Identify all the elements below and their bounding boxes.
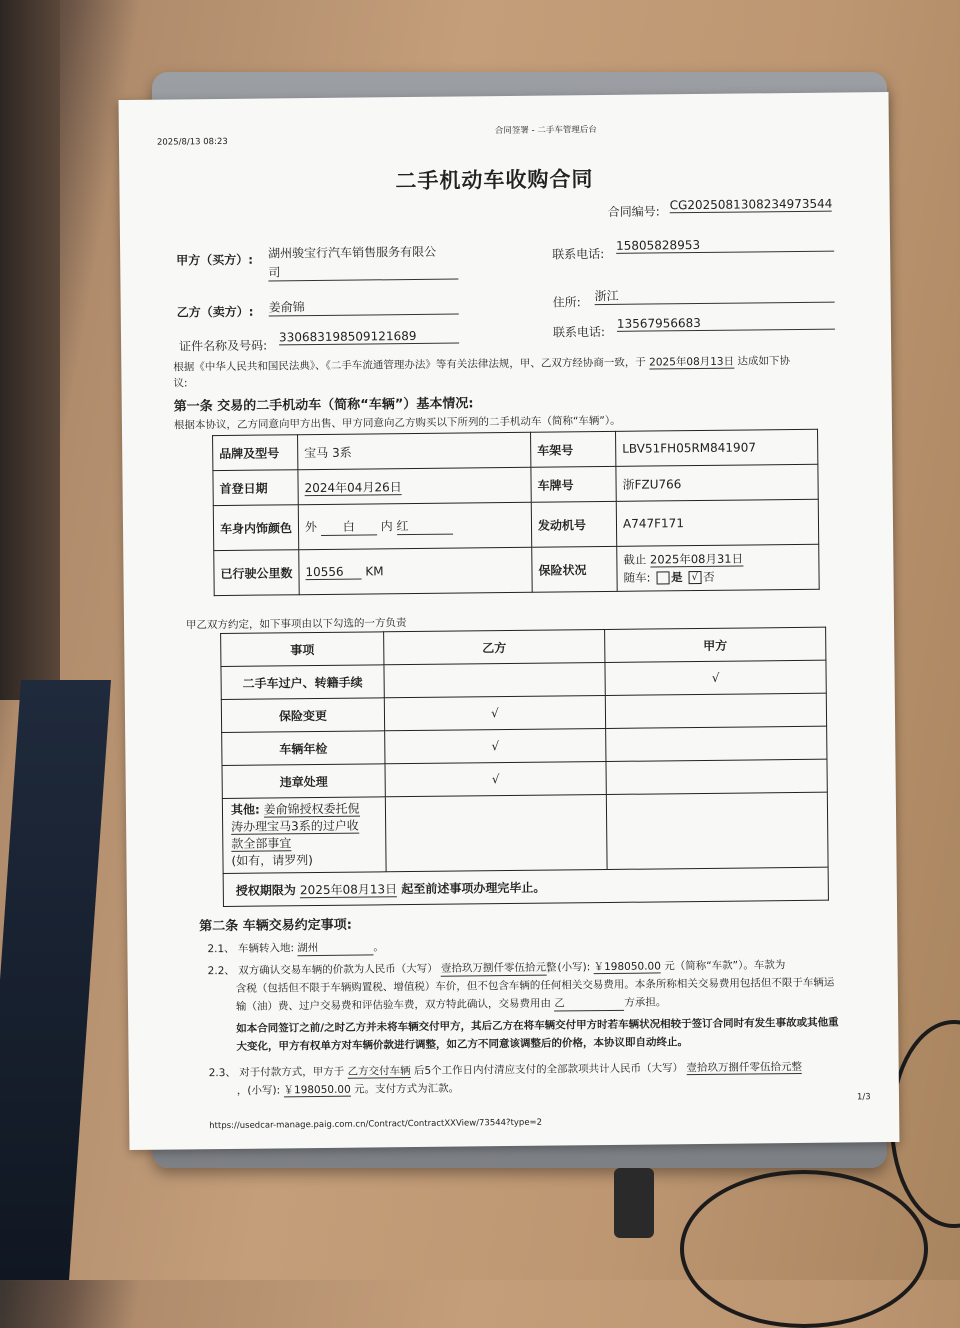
- other-hint: (如有，请罗列): [231, 853, 313, 868]
- authorization-row: [223, 867, 828, 906]
- ext-color: 白: [321, 517, 377, 536]
- other-text-line1: 姜俞锦授权委托倪: [263, 801, 360, 817]
- plate-label: 车牌号: [531, 466, 616, 502]
- preamble-date: 2025年08月13日: [649, 355, 735, 369]
- other-label: 其他:: [230, 802, 260, 817]
- price-chinese: 壹拾玖万捌仟零伍拾元整: [440, 961, 557, 975]
- party-b-phone-label: 联系电话:: [552, 324, 606, 340]
- other-party-b: [385, 794, 607, 871]
- clause-2-3: 2.3、 对于付款方式，甲方于 乙方交付车辆 后5个工作日内付清应支付的全部款项共计人民币（大写） 壹拾玖万捌仟零伍拾元整: [208, 1060, 803, 1080]
- engine-value: A747F171: [616, 499, 818, 546]
- adjustment-clause-line2: 大变化，甲方有权单方对车辆价款进行调整，如乙方不同意该调整后的价格，本协议即自动终止。: [236, 1036, 688, 1053]
- brand-label: 品牌及型号: [213, 435, 298, 471]
- other-party-a: [606, 792, 828, 869]
- article1-heading: 第一条 交易的二手机动车（简称“车辆”）基本情况:: [173, 396, 474, 415]
- with-car-label: 随车:: [623, 570, 651, 585]
- row-item: 车辆年检: [222, 731, 385, 766]
- reg-date-value: 2024年04月26日: [304, 479, 402, 495]
- clause-2-2-line2: 含税（包括但不限于车辆购置税、增值税）车价，但不包含车辆的任何相关交易费用。本条所称相关交易费用包括但不限于车辆运: [235, 976, 835, 995]
- row-party-b: √: [385, 728, 606, 763]
- footer-url: https://usedcar-manage.paig.com.cn/Contract/ContractXXView/73544?type=2: [209, 1117, 543, 1132]
- article1-intro: 根据本协议，乙方同意向甲方出售、甲方同意向乙方购买以下所列的二手机动车（简称“车辆”）。: [173, 414, 621, 432]
- preamble-text: 根据《中华人民共和国民法典》、《二手车流通管理办法》等有关法律法规，甲、乙双方经协商一致，于 2025年08月13日 达成如下协: [173, 355, 790, 374]
- int-color-prefix: 内: [380, 519, 393, 534]
- engine-label: 发动机号: [531, 501, 616, 547]
- party-a-phone: 15805828953: [616, 237, 834, 254]
- party-b-id-label: 证件名称及号码:: [179, 338, 268, 354]
- row-party-a: [606, 726, 827, 761]
- party-b-phone: 13567956683: [617, 315, 835, 332]
- party-b-id-no: 330683198509121689: [279, 329, 459, 346]
- payment-number: ￥198050.00: [283, 1083, 351, 1097]
- no-checkbox: √: [688, 571, 701, 584]
- contract-no-label: 合同编号:: [607, 204, 660, 219]
- col-item: 事项: [221, 632, 384, 667]
- payment-chinese: 壹拾玖万捌仟零伍拾元整: [686, 1060, 803, 1075]
- party-b-address: 浙江: [595, 285, 835, 306]
- int-color: 红: [396, 517, 452, 536]
- row-party-b: [384, 662, 605, 697]
- row-item: 违章处理: [222, 764, 385, 799]
- mileage-label: 已行驶公里数: [214, 550, 299, 596]
- color-label: 车身内饰颜色: [213, 505, 298, 551]
- cable: [680, 1170, 928, 1328]
- row-item: 保险变更: [221, 698, 384, 733]
- background-cloth: [0, 680, 111, 1280]
- clause-2-2-line3: 输（油）费、过户交易费和评估验车费，双方特此确认，交易费用由 乙 方承担。: [235, 996, 667, 1013]
- no-label: 否: [703, 569, 715, 584]
- other-cell: [222, 797, 386, 874]
- row-item: 二手车过户、转籍手续: [221, 665, 384, 700]
- print-datetime: 2025/8/13 08:23: [156, 136, 228, 148]
- auth-date: 2025年08月13日: [299, 881, 398, 897]
- price-number: ￥198050.00: [593, 960, 661, 974]
- background-wall: [0, 0, 60, 700]
- yes-label: 是: [671, 570, 683, 585]
- clause-2-3-line2: ，(小写): ￥198050.00 元。支付方式为汇款。: [236, 1082, 460, 1097]
- mileage-unit: KM: [365, 563, 384, 579]
- party-b-name: 姜俞锦: [269, 297, 459, 317]
- vin-label: 车架号: [531, 431, 616, 467]
- contract-no-value: CG2025081308234973544: [669, 196, 833, 213]
- insurance-label: 保险状况: [532, 546, 617, 592]
- party-b-address-label: 住所:: [552, 295, 581, 310]
- auth-suffix: 起至前述事项办理完毕止。: [401, 880, 546, 896]
- responsibility-intro: 甲乙双方约定，如下事项由以下勾选的一方负责: [185, 617, 407, 632]
- party-b-label: 乙方（卖方）:: [176, 304, 254, 320]
- row-party-b: √: [384, 695, 605, 730]
- vin-value: LBV51FH05RM841907: [616, 429, 818, 466]
- yes-checkbox: [656, 571, 669, 584]
- plate-value: 浙FZU766: [616, 464, 818, 501]
- mileage-value: 10556: [305, 564, 361, 580]
- row-party-a: [606, 759, 827, 794]
- reg-date-label: 首登日期: [213, 470, 298, 506]
- contract-title: 二手机动车收购合同: [395, 167, 594, 194]
- vehicle-info-table: [212, 429, 820, 596]
- fee-payer: 乙: [554, 995, 624, 1012]
- col-party-b: 乙方: [384, 629, 605, 664]
- insurance-until-label: 截止: [623, 552, 647, 567]
- clause-2-1: 2.1、 车辆转入地: 湖州 。: [207, 941, 384, 956]
- party-a-label: 甲方（买方）:: [176, 252, 254, 268]
- preamble-text-cont: 议:: [173, 377, 188, 390]
- row-party-b: √: [385, 761, 606, 796]
- ext-color-prefix: 外: [304, 520, 318, 535]
- usb-plug: [614, 1168, 654, 1238]
- brand-value: 宝马 3系: [298, 432, 531, 469]
- adjustment-clause-line1: 如本合同签订之前/之时乙方并未将车辆交付甲方，其后乙方在将车辆交付甲方时若车辆状况相较于签订合同时有发生事故或其他重: [236, 1016, 839, 1035]
- responsibility-table: [220, 627, 829, 907]
- auth-label: 授权期限为: [235, 882, 296, 898]
- other-text-line2: 涛办理宝马3系的过户收: [231, 818, 359, 834]
- party-a-name-line2: 司: [268, 262, 458, 282]
- print-site-title: 合同签署 - 二手车管理后台: [494, 125, 597, 137]
- clause-2-2: 2.2、 双方确认交易车辆的价款为人民币（大写） 壹拾玖万捌仟零伍拾元整，(小写): ￥198050.00 元（简称“车款”）。车款为: [207, 959, 786, 978]
- cable: [890, 1020, 960, 1228]
- contract-page: [119, 92, 900, 1150]
- insurance-until: 2025年08月31日: [649, 551, 744, 567]
- article2-heading: 第二条 车辆交易约定事项:: [199, 917, 352, 935]
- row-party-a: √: [605, 660, 826, 695]
- row-party-a: [605, 693, 826, 728]
- party-a-phone-label: 联系电话:: [552, 246, 605, 262]
- col-party-a: 甲方: [605, 627, 826, 662]
- party-a-name-line1: 湖州骏宝行汽车销售服务有限公: [268, 244, 437, 261]
- page-number: 1/3: [856, 1092, 871, 1103]
- transfer-place: 湖州: [297, 939, 373, 956]
- payment-when: 乙方交付车辆: [347, 1065, 411, 1078]
- other-text-line3: 款全部事宜: [231, 836, 292, 851]
